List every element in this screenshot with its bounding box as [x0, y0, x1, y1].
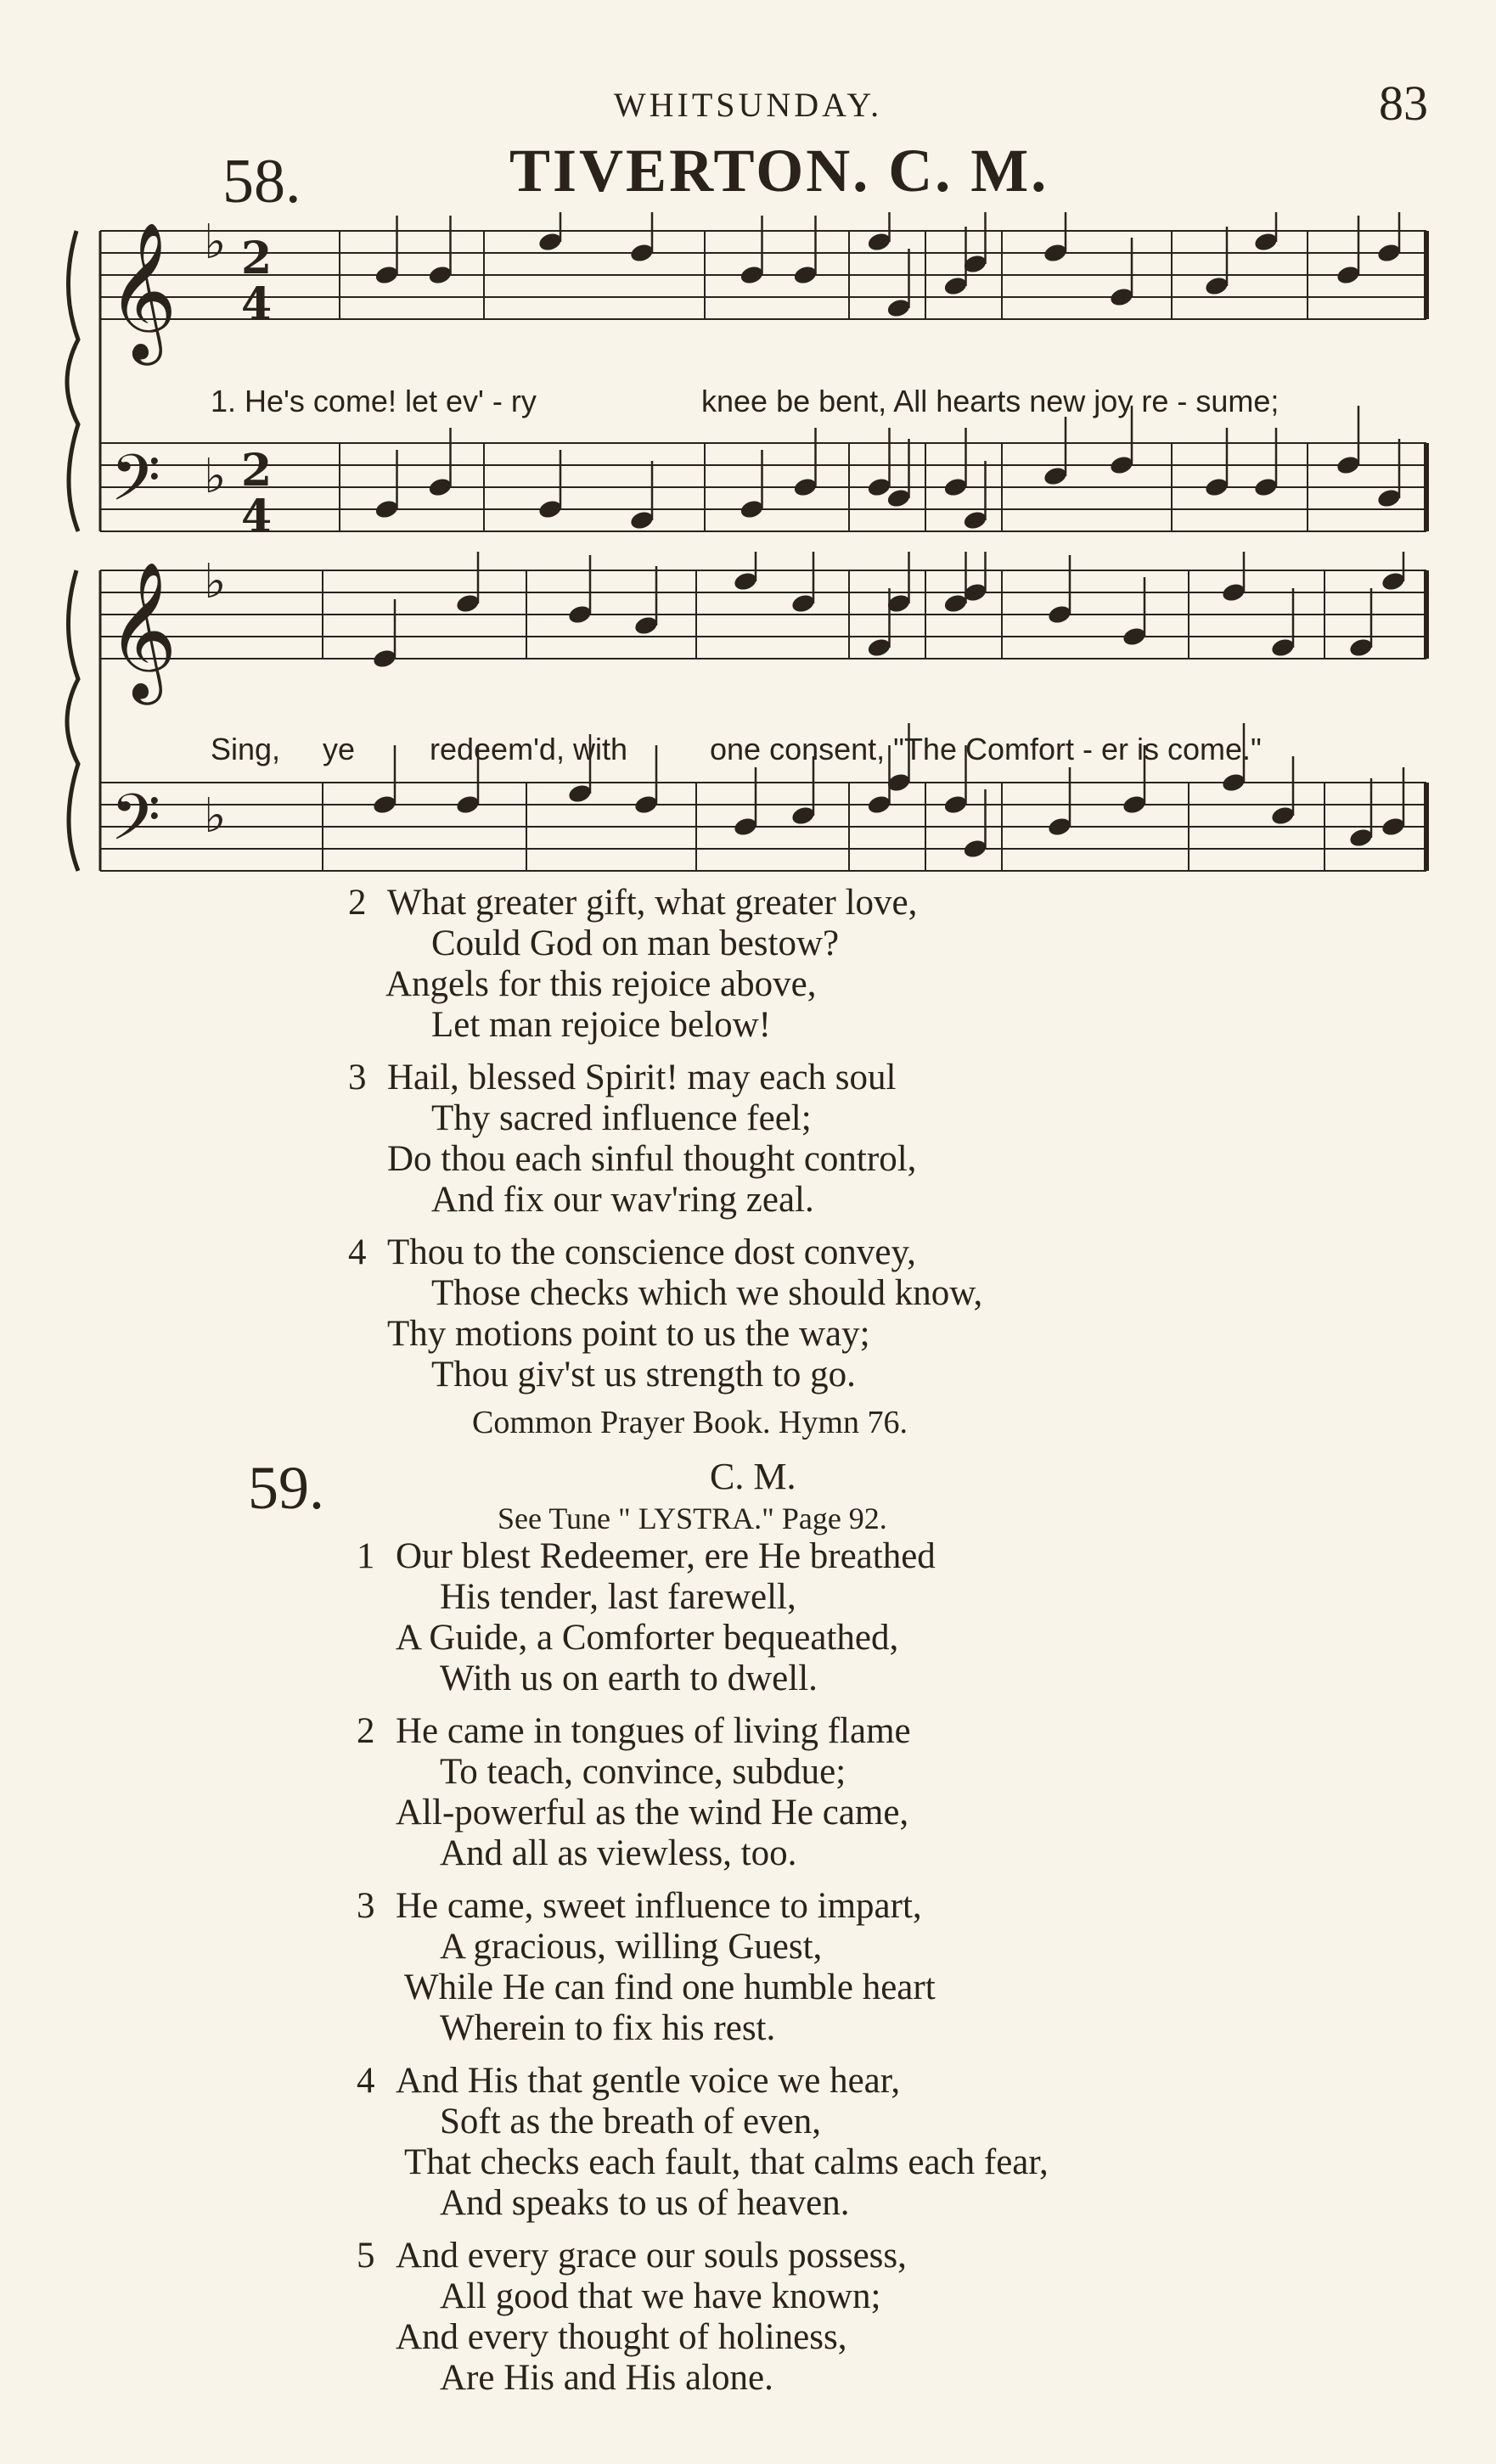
stanza-line: Hail, blessed Spirit! may each soul	[387, 1058, 897, 1097]
stanza-number: 1	[357, 1536, 375, 1576]
note-head	[1376, 487, 1403, 509]
note-head	[1204, 275, 1230, 297]
note-head	[1348, 637, 1375, 659]
note-head	[886, 487, 912, 509]
note-head	[629, 509, 655, 531]
lyric-1a: 1. He's come! let ev' - ry	[211, 384, 537, 418]
music-system-2	[0, 552, 1496, 891]
note-head	[733, 570, 759, 592]
stanza-line: Let man rejoice below!	[431, 1005, 771, 1045]
treble-clef-icon: 𝄞	[107, 561, 177, 699]
note-head	[1047, 816, 1073, 838]
stanza-line: With us on earth to dwell.	[440, 1659, 818, 1698]
stanza-line: And His that gentle voice we hear,	[396, 2061, 901, 2101]
hymn-58-title: TIVERTON. C. M.	[509, 137, 1049, 205]
stanza-number: 3	[348, 1058, 367, 1097]
flat-icon: ♭	[204, 449, 227, 504]
note-head	[633, 794, 660, 816]
note-head	[962, 838, 988, 860]
stanza-line: His tender, last farewell,	[440, 1577, 796, 1617]
stanza-line: He came, sweet influence to impart,	[396, 1886, 922, 1926]
note-head	[733, 816, 759, 838]
stanza-line: Are His and His alone.	[440, 2358, 773, 2398]
stanza-line: All-powerful as the wind He came,	[396, 1793, 909, 1833]
stanza-line: Do thou each sinful thought control,	[387, 1139, 917, 1179]
stanza-number: 3	[357, 1886, 375, 1926]
system-brace	[67, 570, 78, 871]
stanza-line: Angels for this rejoice above,	[385, 964, 817, 1004]
hymn-59-meter: C. M.	[710, 1456, 796, 1497]
flat-icon: ♭	[204, 554, 227, 609]
note-head	[790, 592, 817, 615]
note-head	[866, 476, 892, 498]
note-head	[1221, 772, 1247, 794]
note-head	[1348, 827, 1375, 849]
stanza-line: Thou to the conscience dost convey,	[387, 1232, 916, 1272]
note-head	[374, 264, 400, 286]
note-head	[427, 476, 453, 498]
note-head	[372, 794, 398, 816]
stanza-line: Those checks which we should know,	[431, 1273, 983, 1313]
flat-icon: ♭	[204, 215, 227, 270]
hymn-59-stanza-4	[357, 2061, 1049, 2224]
lyric-2b: ye	[323, 732, 356, 766]
note-head	[1122, 794, 1148, 816]
hymn-58-stanza-4	[348, 1232, 982, 1395]
treble-clef-icon: 𝄞	[107, 222, 177, 360]
note-head	[372, 648, 398, 670]
note-head	[1043, 465, 1069, 487]
stanza-number: 5	[357, 2236, 375, 2276]
stanza-line: What greater gift, what greater love,	[387, 883, 918, 923]
note-head	[1336, 264, 1362, 286]
stanza-number: 4	[348, 1232, 367, 1272]
note-head	[455, 794, 481, 816]
stanza-line: Soft as the breath of even,	[440, 2102, 821, 2141]
note-head	[1043, 242, 1069, 264]
lyric-2d: one consent, "The Comfort - er is come."	[710, 732, 1262, 766]
note-head	[942, 794, 969, 816]
note-head	[1253, 231, 1279, 253]
stanza-number: 4	[357, 2061, 375, 2101]
hymn-58-number: 58.	[222, 147, 301, 216]
note-head	[792, 264, 818, 286]
treble-staff-1	[100, 212, 1426, 366]
page-number: 83	[1379, 76, 1428, 131]
system-brace	[67, 231, 78, 531]
bass-clef-icon: 𝄢	[110, 780, 161, 871]
bass-clef-icon: 𝄢	[110, 441, 161, 531]
lyric-2c: redeem'd, with	[430, 732, 627, 766]
lyric-1b: knee be bent, All hearts new joy re - sume;	[701, 384, 1279, 418]
stanza-line: Wherein to fix his rest.	[440, 2008, 776, 2048]
note-head	[455, 592, 481, 615]
note-head	[1109, 454, 1135, 476]
time-signature-bottom: 4	[241, 278, 273, 330]
stanza-line: And fix our wav'ring zeal.	[431, 1180, 814, 1220]
music-system-1	[0, 212, 1496, 552]
note-head	[886, 297, 912, 319]
stanza-line: A Guide, a Comforter bequeathed,	[396, 1618, 899, 1658]
stanza-line: And every thought of holiness,	[396, 2317, 847, 2357]
note-head	[1221, 581, 1247, 603]
note-head	[1270, 637, 1296, 659]
stanza-line: That checks each fault, that calms each fear,	[404, 2142, 1049, 2182]
time-signature-top: 2	[241, 445, 273, 497]
hymn-58-stanza-3	[348, 1058, 916, 1221]
note-head	[1381, 816, 1407, 838]
stanza-line: While He can find one humble heart	[404, 1967, 936, 2007]
note-head	[1270, 805, 1296, 827]
note-head	[1336, 454, 1362, 476]
stanza-line: And speaks to us of heaven.	[440, 2183, 850, 2223]
hymn-59-stanza-3	[357, 1886, 936, 2049]
note-head	[1381, 570, 1407, 592]
stanza-line: Thou giv'st us strength to go.	[431, 1355, 856, 1395]
note-head	[1376, 242, 1403, 264]
hymn-58-stanza-2	[348, 883, 917, 1046]
stanza-line: And every grace our souls possess,	[396, 2236, 907, 2276]
running-head: WHITSUNDAY.	[613, 86, 883, 124]
note-head	[633, 615, 660, 637]
stanza-number: 2	[348, 883, 367, 923]
note-head	[567, 603, 593, 626]
time-signature-bottom: 4	[241, 491, 273, 542]
hymn-59-tune-reference: See Tune " LYSTRA." Page 92.	[498, 1501, 887, 1535]
note-head	[1204, 476, 1230, 498]
hymn-59-number: 59.	[248, 1454, 324, 1522]
stanza-line: Our blest Redeemer, ere He breathed	[396, 1536, 936, 1576]
stanza-line: And all as viewless, too.	[440, 1833, 797, 1873]
note-head	[1253, 476, 1279, 498]
note-head	[374, 498, 400, 520]
hymn-59-stanza-5	[357, 2236, 907, 2399]
note-head	[866, 794, 892, 816]
treble-staff-2	[100, 552, 1426, 705]
note-head	[790, 805, 817, 827]
hymn-59-stanza-2	[357, 1711, 911, 1874]
stanza-line: Could God on man bestow?	[431, 923, 840, 963]
note-head	[427, 264, 453, 286]
time-signature-top: 2	[241, 233, 273, 284]
note-head	[739, 498, 765, 520]
note-head	[942, 275, 969, 297]
note-head	[942, 476, 969, 498]
stanza-line: Thy motions point to us the way;	[387, 1314, 870, 1354]
note-head	[537, 498, 564, 520]
note-head	[567, 783, 593, 805]
hymn-59-stanza-1	[357, 1536, 936, 1699]
note-head	[537, 231, 564, 253]
note-head	[1109, 286, 1135, 308]
note-head	[1047, 603, 1073, 626]
note-head	[962, 509, 988, 531]
note-head	[866, 637, 892, 659]
flat-icon: ♭	[204, 789, 227, 844]
lyric-2a: Sing,	[211, 732, 281, 766]
stanza-line: All good that we have known;	[440, 2276, 881, 2316]
stanza-line: To teach, convince, subdue;	[440, 1752, 846, 1792]
bass-staff-1	[100, 406, 1426, 542]
note-head	[792, 476, 818, 498]
stanza-line: A gracious, willing Guest,	[440, 1927, 823, 1967]
note-head	[739, 264, 765, 286]
stanza-line: Thy sacred influence feel;	[431, 1098, 812, 1138]
note-head	[629, 242, 655, 264]
stanza-line: He came in tongues of living flame	[396, 1711, 911, 1751]
note-head	[1122, 626, 1148, 648]
stanza-number: 2	[357, 1711, 375, 1751]
hymn-58-source: Common Prayer Book. Hymn 76.	[472, 1405, 908, 1440]
note-head	[866, 231, 892, 253]
